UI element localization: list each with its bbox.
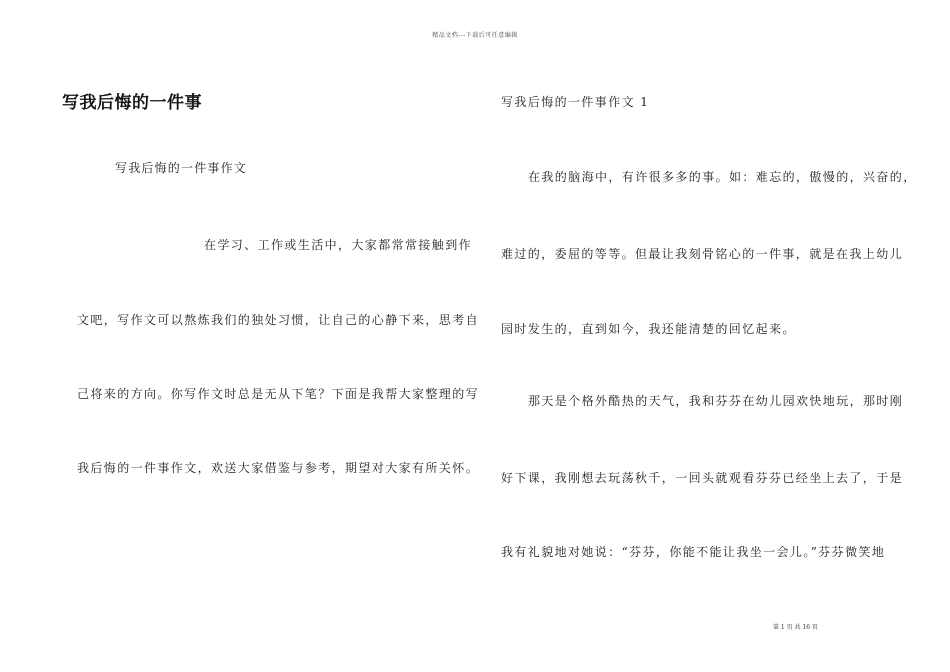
left-paragraph-line: 文吧，写作文可以熬炼我们的独处习惯，让自己的心静下来，思考自 xyxy=(77,313,480,327)
right-paragraph-line: 我有礼貌地对她说：“芬芬，你能不能让我坐一会儿。”芬芬微笑地 xyxy=(501,545,886,559)
page-header-note: 精品文档---下载后可任意编辑 xyxy=(432,32,518,39)
left-paragraph-line: 在学习、工作或生活中，大家都常常接触到作 xyxy=(204,238,473,252)
right-paragraph-line: 园时发生的，直到如今，我还能清楚的回忆起来。 xyxy=(501,322,796,336)
left-paragraph-line: 己将来的方向。你写作文时总是无从下笔？下面是我帮大家整理的写 xyxy=(77,387,480,401)
right-paragraph-line: 在我的脑海中，有许很多多的事。如：难忘的，傲慢的，兴奋的， xyxy=(528,170,917,184)
right-paragraph-line: 好下课，我刚想去玩荡秋千，一回头就观看芬芬已经坐上去了，于是 xyxy=(501,471,904,485)
left-paragraph-line: 我后悔的一件事作文，欢送大家借鉴与参考，期望对大家有所关怀。 xyxy=(77,461,480,475)
right-paragraph-line: 那天是个格外酷热的天气，我和芬芬在幼儿园欢快地玩，那时刚 xyxy=(528,394,904,408)
essay-section-title: 写我后悔的一件事作文 1 xyxy=(501,95,650,109)
document-title: 写我后悔的一件事 xyxy=(62,93,202,113)
right-paragraph-line: 难过的，委屈的等等。但最让我刻骨铭心的一件事，就是在我上幼儿 xyxy=(501,247,904,261)
essay-subtitle: 写我后悔的一件事作文 xyxy=(115,161,248,175)
page-number-footer: 第 1 页 共 16 页 xyxy=(773,624,818,631)
